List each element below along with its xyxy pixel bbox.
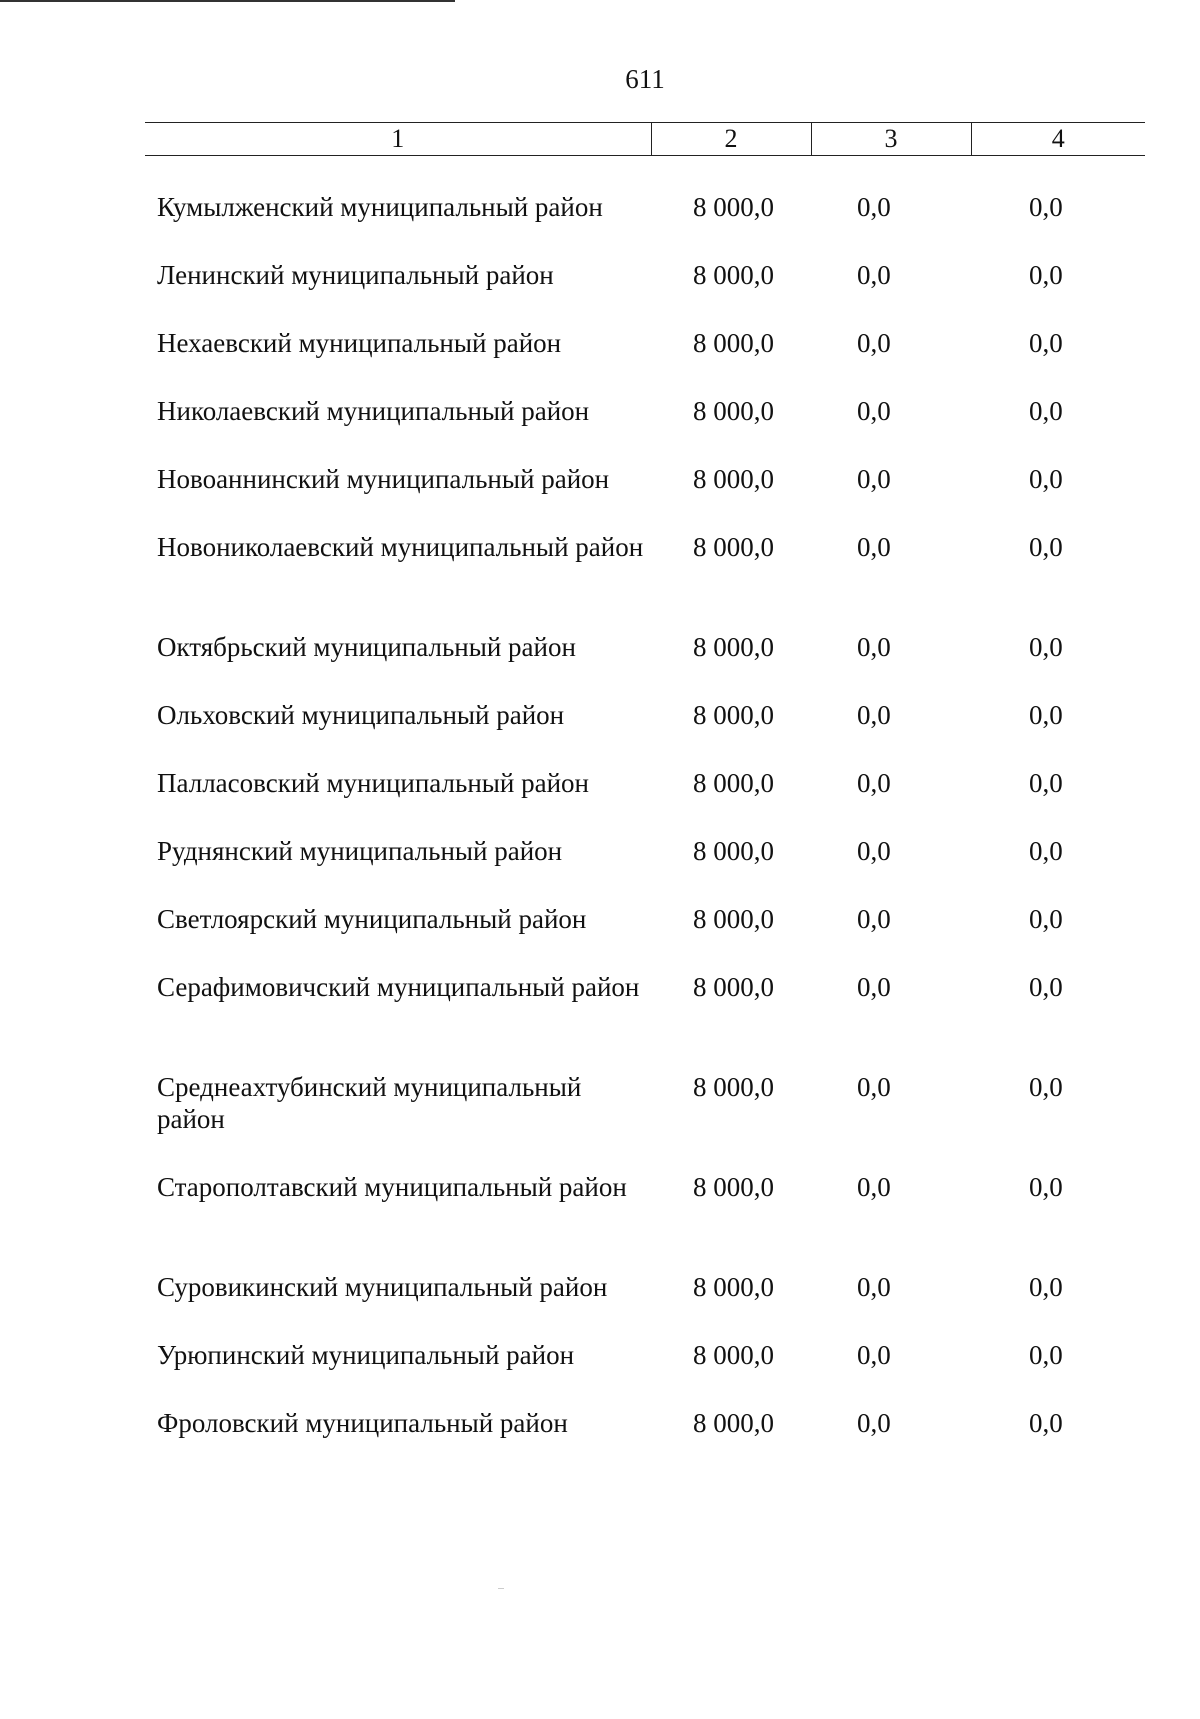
value-col-4: 0,0 [1029, 632, 1063, 662]
value-col-4: 0,0 [1029, 1172, 1063, 1202]
district-name: Урюпинский муниципальный район [157, 1340, 575, 1370]
district-name: Ольховский муниципальный район [157, 700, 565, 730]
table-row [145, 669, 1145, 737]
value-col-3: 0,0 [857, 972, 891, 1002]
district-name: Фроловский муниципальный район [157, 1408, 568, 1438]
value-col-4: 0,0 [1029, 328, 1063, 358]
district-name: Николаевский муниципальный район [157, 396, 590, 426]
value-col-4: 0,0 [1029, 836, 1063, 866]
value-col-4: 0,0 [1029, 1408, 1063, 1438]
value-col-4: 0,0 [1029, 972, 1063, 1002]
value-col-4: 0,0 [1029, 904, 1063, 934]
value-col-3: 0,0 [857, 632, 891, 662]
value-col-3: 0,0 [857, 1272, 891, 1302]
district-name: Кумылженский муниципальный район [157, 192, 603, 222]
district-name: Палласовский муниципальный район [157, 768, 589, 798]
district-name: Среднеахтубинский муниципальный район [157, 1072, 582, 1134]
column-header-4: 4 [971, 123, 1145, 156]
value-col-2: 8 000,0 [693, 904, 774, 934]
value-col-3: 0,0 [857, 192, 891, 222]
value-col-3: 0,0 [857, 700, 891, 730]
value-col-4: 0,0 [1029, 464, 1063, 494]
table-row [145, 805, 1145, 873]
data-table [145, 122, 1145, 1445]
table-row [145, 365, 1145, 433]
value-col-2: 8 000,0 [693, 972, 774, 1002]
table-row [145, 1141, 1145, 1241]
value-col-4: 0,0 [1029, 1340, 1063, 1370]
district-name: Руднянский муниципальный район [157, 836, 563, 866]
table-row [145, 433, 1145, 501]
table-row [145, 1309, 1145, 1377]
value-col-2: 8 000,0 [693, 1272, 774, 1302]
table-row [145, 1377, 1145, 1445]
column-header-3: 3 [811, 123, 971, 156]
table-row [145, 156, 1145, 230]
value-col-2: 8 000,0 [693, 1172, 774, 1202]
value-col-3: 0,0 [857, 836, 891, 866]
value-col-4: 0,0 [1029, 192, 1063, 222]
value-col-3: 0,0 [857, 396, 891, 426]
value-col-2: 8 000,0 [693, 632, 774, 662]
table-row [145, 501, 1145, 601]
table-row [145, 601, 1145, 669]
table-row [145, 873, 1145, 941]
district-name: Новониколаевский муниципальный район [157, 532, 644, 562]
table-row [145, 941, 1145, 1041]
value-col-3: 0,0 [857, 328, 891, 358]
district-name: Октябрьский муниципальный район [157, 632, 576, 662]
district-name: Ленинский муниципальный район [157, 260, 554, 290]
district-name: Старополтавский муниципальный район [157, 1172, 627, 1202]
value-col-3: 0,0 [857, 464, 891, 494]
scan-speck [498, 1588, 504, 1589]
table-header [145, 123, 1145, 156]
value-col-2: 8 000,0 [693, 328, 774, 358]
table-row [145, 229, 1145, 297]
value-col-2: 8 000,0 [693, 192, 774, 222]
district-name: Новоаннинский муниципальный район [157, 464, 610, 494]
table-row [145, 737, 1145, 805]
value-col-2: 8 000,0 [693, 260, 774, 290]
value-col-3: 0,0 [857, 260, 891, 290]
column-header-2: 2 [651, 123, 811, 156]
value-col-3: 0,0 [857, 1408, 891, 1438]
value-col-3: 0,0 [857, 1340, 891, 1370]
value-col-4: 0,0 [1029, 532, 1063, 562]
value-col-3: 0,0 [857, 1172, 891, 1202]
district-name: Нехаевский муниципальный район [157, 328, 562, 358]
table-row [145, 297, 1145, 365]
value-col-3: 0,0 [857, 904, 891, 934]
value-col-4: 0,0 [1029, 768, 1063, 798]
value-col-2: 8 000,0 [693, 1408, 774, 1438]
value-col-2: 8 000,0 [693, 768, 774, 798]
district-name: Светлоярский муниципальный район [157, 904, 587, 934]
data-table-container [145, 122, 1145, 1445]
value-col-2: 8 000,0 [693, 1340, 774, 1370]
value-col-3: 0,0 [857, 768, 891, 798]
table-row [145, 1241, 1145, 1309]
page-number: 611 [625, 64, 665, 94]
scan-edge-line [0, 0, 455, 2]
district-name: Серафимовичский муниципальный район [157, 972, 640, 1002]
table-row [145, 1041, 1145, 1141]
value-col-4: 0,0 [1029, 1072, 1063, 1102]
value-col-3: 0,0 [857, 1072, 891, 1102]
value-col-2: 8 000,0 [693, 464, 774, 494]
table-body [145, 156, 1145, 1446]
value-col-2: 8 000,0 [693, 396, 774, 426]
district-name: Суровикинский муниципальный район [157, 1272, 608, 1302]
value-col-4: 0,0 [1029, 700, 1063, 730]
value-col-2: 8 000,0 [693, 700, 774, 730]
value-col-4: 0,0 [1029, 396, 1063, 426]
value-col-2: 8 000,0 [693, 836, 774, 866]
value-col-3: 0,0 [857, 532, 891, 562]
value-col-4: 0,0 [1029, 260, 1063, 290]
column-header-1: 1 [145, 123, 651, 156]
value-col-4: 0,0 [1029, 1272, 1063, 1302]
value-col-2: 8 000,0 [693, 1072, 774, 1102]
table-header-row [145, 123, 1145, 156]
value-col-2: 8 000,0 [693, 532, 774, 562]
